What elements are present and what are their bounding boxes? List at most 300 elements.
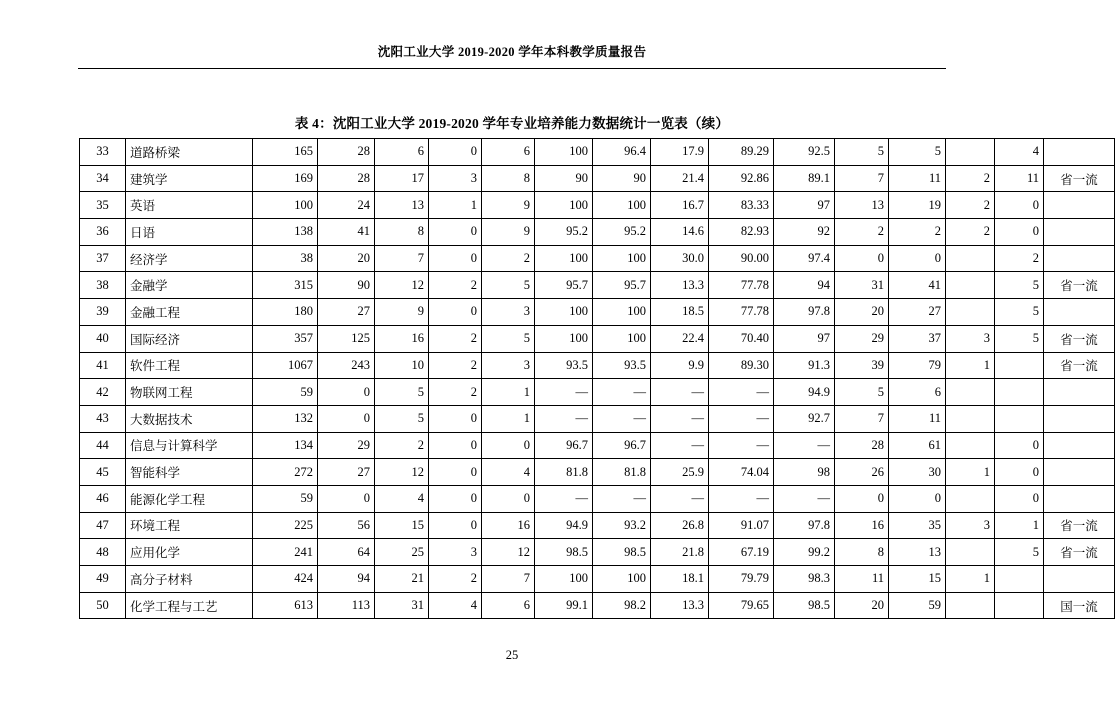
table-row bbox=[80, 432, 1115, 459]
metric-cell: 5 bbox=[995, 272, 1044, 299]
metric-cell: 94 bbox=[318, 566, 375, 593]
metric-cell: — bbox=[651, 379, 709, 406]
major-name: 化学工程与工艺 bbox=[126, 592, 253, 619]
metric-cell: 21 bbox=[375, 566, 429, 593]
metric-cell: 315 bbox=[253, 272, 318, 299]
remark-cell bbox=[1044, 299, 1115, 326]
remark-cell bbox=[1044, 379, 1115, 406]
header-divider bbox=[78, 68, 946, 69]
metric-cell: 3 bbox=[429, 539, 482, 566]
metric-cell: 0 bbox=[318, 485, 375, 512]
table-row bbox=[80, 512, 1115, 539]
metric-cell: 19 bbox=[889, 192, 946, 219]
row-index: 34 bbox=[80, 165, 126, 192]
row-index: 41 bbox=[80, 352, 126, 379]
metric-cell: 92 bbox=[774, 219, 835, 246]
major-capability-table bbox=[79, 138, 1115, 619]
metric-cell: 100 bbox=[593, 245, 651, 272]
table-row bbox=[80, 219, 1115, 246]
major-name: 建筑学 bbox=[126, 165, 253, 192]
metric-cell: 98 bbox=[774, 459, 835, 486]
metric-cell: 0 bbox=[429, 459, 482, 486]
metric-cell: — bbox=[709, 432, 774, 459]
major-name: 经济学 bbox=[126, 245, 253, 272]
table-row bbox=[80, 379, 1115, 406]
metric-cell: 12 bbox=[375, 272, 429, 299]
metric-cell: — bbox=[651, 432, 709, 459]
metric-cell: 29 bbox=[835, 325, 889, 352]
table-row bbox=[80, 139, 1115, 166]
metric-cell: 0 bbox=[429, 245, 482, 272]
metric-cell: 100 bbox=[253, 192, 318, 219]
table-row bbox=[80, 485, 1115, 512]
major-name: 环境工程 bbox=[126, 512, 253, 539]
metric-cell: 3 bbox=[946, 512, 995, 539]
table-row bbox=[80, 352, 1115, 379]
table-row bbox=[80, 405, 1115, 432]
metric-cell: 7 bbox=[482, 566, 535, 593]
remark-cell bbox=[1044, 566, 1115, 593]
metric-cell bbox=[995, 592, 1044, 619]
metric-cell: 21.8 bbox=[651, 539, 709, 566]
metric-cell: 95.2 bbox=[593, 219, 651, 246]
metric-cell: 5 bbox=[375, 405, 429, 432]
metric-cell: 92.5 bbox=[774, 139, 835, 166]
table-row bbox=[80, 165, 1115, 192]
metric-cell: 18.5 bbox=[651, 299, 709, 326]
metric-cell: 59 bbox=[253, 379, 318, 406]
metric-cell: 3 bbox=[946, 325, 995, 352]
metric-cell: 82.93 bbox=[709, 219, 774, 246]
remark-cell bbox=[1044, 432, 1115, 459]
metric-cell: 94.9 bbox=[774, 379, 835, 406]
metric-cell: 41 bbox=[318, 219, 375, 246]
metric-cell: 21.4 bbox=[651, 165, 709, 192]
remark-cell: 国一流 bbox=[1044, 592, 1115, 619]
metric-cell: 83.33 bbox=[709, 192, 774, 219]
metric-cell: 5 bbox=[482, 325, 535, 352]
metric-cell: 1 bbox=[482, 379, 535, 406]
row-index: 37 bbox=[80, 245, 126, 272]
metric-cell: 4 bbox=[482, 459, 535, 486]
metric-cell: — bbox=[709, 379, 774, 406]
metric-cell: 25 bbox=[375, 539, 429, 566]
metric-cell: 93.5 bbox=[593, 352, 651, 379]
major-name: 高分子材料 bbox=[126, 566, 253, 593]
metric-cell: 28 bbox=[318, 139, 375, 166]
table-row bbox=[80, 192, 1115, 219]
metric-cell: 0 bbox=[995, 192, 1044, 219]
metric-cell bbox=[995, 379, 1044, 406]
metric-cell: 30.0 bbox=[651, 245, 709, 272]
metric-cell: 41 bbox=[889, 272, 946, 299]
metric-cell: 17.9 bbox=[651, 139, 709, 166]
metric-cell: 1 bbox=[946, 352, 995, 379]
metric-cell: 4 bbox=[375, 485, 429, 512]
metric-cell: 2 bbox=[429, 566, 482, 593]
metric-cell: 26 bbox=[835, 459, 889, 486]
metric-cell: 29 bbox=[318, 432, 375, 459]
metric-cell: 11 bbox=[995, 165, 1044, 192]
metric-cell: 2 bbox=[946, 192, 995, 219]
metric-cell: 27 bbox=[318, 299, 375, 326]
metric-cell bbox=[946, 405, 995, 432]
metric-cell: 96.4 bbox=[593, 139, 651, 166]
metric-cell: 2 bbox=[429, 272, 482, 299]
metric-cell: 97 bbox=[774, 325, 835, 352]
metric-cell: 11 bbox=[889, 405, 946, 432]
table-row bbox=[80, 459, 1115, 486]
metric-cell: 0 bbox=[482, 432, 535, 459]
metric-cell: 272 bbox=[253, 459, 318, 486]
remark-cell bbox=[1044, 459, 1115, 486]
metric-cell: 5 bbox=[995, 299, 1044, 326]
metric-cell: 6 bbox=[889, 379, 946, 406]
metric-cell: 97.4 bbox=[774, 245, 835, 272]
metric-cell: 97.8 bbox=[774, 299, 835, 326]
metric-cell: 24 bbox=[318, 192, 375, 219]
metric-cell: 113 bbox=[318, 592, 375, 619]
metric-cell: 30 bbox=[889, 459, 946, 486]
metric-cell: 1 bbox=[995, 512, 1044, 539]
metric-cell: 79 bbox=[889, 352, 946, 379]
metric-cell bbox=[946, 432, 995, 459]
metric-cell: 98.5 bbox=[774, 592, 835, 619]
metric-cell bbox=[946, 272, 995, 299]
metric-cell: 9 bbox=[482, 192, 535, 219]
metric-cell: 96.7 bbox=[535, 432, 593, 459]
metric-cell: 3 bbox=[482, 299, 535, 326]
major-name: 英语 bbox=[126, 192, 253, 219]
metric-cell bbox=[995, 352, 1044, 379]
row-index: 49 bbox=[80, 566, 126, 593]
metric-cell: 100 bbox=[535, 566, 593, 593]
metric-cell bbox=[995, 405, 1044, 432]
remark-cell bbox=[1044, 485, 1115, 512]
row-index: 39 bbox=[80, 299, 126, 326]
metric-cell bbox=[946, 592, 995, 619]
metric-cell: 3 bbox=[429, 165, 482, 192]
major-name: 金融工程 bbox=[126, 299, 253, 326]
metric-cell: 0 bbox=[429, 432, 482, 459]
metric-cell: 20 bbox=[835, 592, 889, 619]
remark-cell: 省一流 bbox=[1044, 272, 1115, 299]
metric-cell: 26.8 bbox=[651, 512, 709, 539]
metric-cell: 27 bbox=[318, 459, 375, 486]
metric-cell: 74.04 bbox=[709, 459, 774, 486]
major-name: 智能科学 bbox=[126, 459, 253, 486]
metric-cell: — bbox=[651, 405, 709, 432]
table-row bbox=[80, 272, 1115, 299]
metric-cell: 91.3 bbox=[774, 352, 835, 379]
metric-cell: 98.2 bbox=[593, 592, 651, 619]
metric-cell: 0 bbox=[318, 405, 375, 432]
row-index: 43 bbox=[80, 405, 126, 432]
metric-cell: 98.5 bbox=[593, 539, 651, 566]
row-index: 47 bbox=[80, 512, 126, 539]
metric-cell: 5 bbox=[482, 272, 535, 299]
metric-cell: 165 bbox=[253, 139, 318, 166]
metric-cell: 0 bbox=[429, 219, 482, 246]
metric-cell: 67.19 bbox=[709, 539, 774, 566]
metric-cell: 1 bbox=[429, 192, 482, 219]
metric-cell: 9 bbox=[482, 219, 535, 246]
metric-cell: — bbox=[593, 379, 651, 406]
metric-cell: 20 bbox=[318, 245, 375, 272]
metric-cell: 22.4 bbox=[651, 325, 709, 352]
row-index: 38 bbox=[80, 272, 126, 299]
metric-cell: 100 bbox=[535, 139, 593, 166]
metric-cell: — bbox=[535, 485, 593, 512]
table-row bbox=[80, 592, 1115, 619]
metric-cell: 95.2 bbox=[535, 219, 593, 246]
major-name: 软件工程 bbox=[126, 352, 253, 379]
metric-cell: 0 bbox=[995, 432, 1044, 459]
metric-cell: 13 bbox=[835, 192, 889, 219]
metric-cell: 0 bbox=[429, 485, 482, 512]
metric-cell: 16.7 bbox=[651, 192, 709, 219]
table-body bbox=[80, 139, 1115, 619]
metric-cell: 2 bbox=[429, 352, 482, 379]
metric-cell: 1067 bbox=[253, 352, 318, 379]
metric-cell: 64 bbox=[318, 539, 375, 566]
major-name: 物联网工程 bbox=[126, 379, 253, 406]
metric-cell: 90 bbox=[593, 165, 651, 192]
metric-cell: 81.8 bbox=[593, 459, 651, 486]
metric-cell: 5 bbox=[889, 139, 946, 166]
metric-cell: 99.2 bbox=[774, 539, 835, 566]
metric-cell: 100 bbox=[535, 325, 593, 352]
metric-cell: 15 bbox=[375, 512, 429, 539]
row-index: 42 bbox=[80, 379, 126, 406]
metric-cell: 8 bbox=[375, 219, 429, 246]
metric-cell bbox=[946, 485, 995, 512]
metric-cell: 0 bbox=[429, 512, 482, 539]
metric-cell: 97.8 bbox=[774, 512, 835, 539]
metric-cell: 0 bbox=[889, 485, 946, 512]
metric-cell: 89.1 bbox=[774, 165, 835, 192]
metric-cell: 2 bbox=[482, 245, 535, 272]
metric-cell: 12 bbox=[375, 459, 429, 486]
metric-cell: 99.1 bbox=[535, 592, 593, 619]
remark-cell bbox=[1044, 405, 1115, 432]
metric-cell: 12 bbox=[482, 539, 535, 566]
remark-cell: 省一流 bbox=[1044, 352, 1115, 379]
table-row bbox=[80, 539, 1115, 566]
metric-cell: 79.79 bbox=[709, 566, 774, 593]
metric-cell: 6 bbox=[375, 139, 429, 166]
metric-cell: 100 bbox=[593, 192, 651, 219]
remark-cell: 省一流 bbox=[1044, 325, 1115, 352]
page-header bbox=[0, 42, 1024, 61]
row-index: 48 bbox=[80, 539, 126, 566]
metric-cell: 96.7 bbox=[593, 432, 651, 459]
metric-cell: 59 bbox=[253, 485, 318, 512]
metric-cell: — bbox=[535, 379, 593, 406]
metric-cell: 2 bbox=[835, 219, 889, 246]
metric-cell: 7 bbox=[835, 405, 889, 432]
metric-cell bbox=[946, 379, 995, 406]
major-name: 道路桥梁 bbox=[126, 139, 253, 166]
metric-cell: 94 bbox=[774, 272, 835, 299]
metric-cell: 56 bbox=[318, 512, 375, 539]
metric-cell: 37 bbox=[889, 325, 946, 352]
major-name: 日语 bbox=[126, 219, 253, 246]
page-number: 25 bbox=[505, 648, 519, 662]
metric-cell: — bbox=[593, 485, 651, 512]
metric-cell: 4 bbox=[429, 592, 482, 619]
metric-cell: 94.9 bbox=[535, 512, 593, 539]
metric-cell: 70.40 bbox=[709, 325, 774, 352]
metric-cell: 38 bbox=[253, 245, 318, 272]
metric-cell: 92.86 bbox=[709, 165, 774, 192]
metric-cell: 93.2 bbox=[593, 512, 651, 539]
remark-cell bbox=[1044, 139, 1115, 166]
metric-cell: 5 bbox=[375, 379, 429, 406]
metric-cell: 90 bbox=[318, 272, 375, 299]
metric-cell: 18.1 bbox=[651, 566, 709, 593]
metric-cell: 2 bbox=[946, 165, 995, 192]
metric-cell: 100 bbox=[593, 566, 651, 593]
running-title: 沈阳工业大学 2019-2020 学年本科教学质量报告 bbox=[377, 45, 647, 59]
metric-cell: 15 bbox=[889, 566, 946, 593]
metric-cell: 2 bbox=[889, 219, 946, 246]
metric-cell: 90 bbox=[535, 165, 593, 192]
metric-cell: 4 bbox=[995, 139, 1044, 166]
metric-cell: 125 bbox=[318, 325, 375, 352]
metric-cell: 7 bbox=[375, 245, 429, 272]
remark-cell: 省一流 bbox=[1044, 512, 1115, 539]
metric-cell: 35 bbox=[889, 512, 946, 539]
metric-cell: 95.7 bbox=[535, 272, 593, 299]
metric-cell: 89.30 bbox=[709, 352, 774, 379]
metric-cell: 13 bbox=[375, 192, 429, 219]
metric-cell: 169 bbox=[253, 165, 318, 192]
metric-cell: — bbox=[651, 485, 709, 512]
metric-cell: 81.8 bbox=[535, 459, 593, 486]
metric-cell: 90.00 bbox=[709, 245, 774, 272]
table-caption: 表 4：沈阳工业大学 2019-2020 学年专业培养能力数据统计一览表（续） bbox=[294, 116, 730, 131]
remark-cell bbox=[1044, 192, 1115, 219]
metric-cell: 5 bbox=[995, 539, 1044, 566]
row-index: 45 bbox=[80, 459, 126, 486]
major-name: 信息与计算科学 bbox=[126, 432, 253, 459]
remark-cell bbox=[1044, 245, 1115, 272]
table-row bbox=[80, 566, 1115, 593]
metric-cell: 0 bbox=[318, 379, 375, 406]
metric-cell: 13 bbox=[889, 539, 946, 566]
metric-cell: 39 bbox=[835, 352, 889, 379]
remark-cell bbox=[1044, 219, 1115, 246]
metric-cell: 100 bbox=[535, 245, 593, 272]
metric-cell: 95.7 bbox=[593, 272, 651, 299]
table-row bbox=[80, 325, 1115, 352]
metric-cell: 91.07 bbox=[709, 512, 774, 539]
metric-cell: 6 bbox=[482, 139, 535, 166]
remark-cell: 省一流 bbox=[1044, 539, 1115, 566]
metric-cell bbox=[946, 539, 995, 566]
major-name: 大数据技术 bbox=[126, 405, 253, 432]
metric-cell: 2 bbox=[946, 219, 995, 246]
metric-cell: 16 bbox=[482, 512, 535, 539]
metric-cell: 1 bbox=[946, 566, 995, 593]
metric-cell: 0 bbox=[995, 219, 1044, 246]
metric-cell: 9 bbox=[375, 299, 429, 326]
metric-cell bbox=[946, 139, 995, 166]
metric-cell: 0 bbox=[429, 299, 482, 326]
metric-cell: 138 bbox=[253, 219, 318, 246]
metric-cell: 28 bbox=[318, 165, 375, 192]
metric-cell: 16 bbox=[375, 325, 429, 352]
metric-cell: 100 bbox=[593, 299, 651, 326]
metric-cell: 357 bbox=[253, 325, 318, 352]
table-container bbox=[79, 138, 1098, 619]
metric-cell bbox=[946, 245, 995, 272]
metric-cell: — bbox=[774, 432, 835, 459]
metric-cell: 61 bbox=[889, 432, 946, 459]
metric-cell: 2 bbox=[429, 325, 482, 352]
metric-cell: 10 bbox=[375, 352, 429, 379]
metric-cell: 14.6 bbox=[651, 219, 709, 246]
metric-cell: — bbox=[593, 405, 651, 432]
metric-cell: 0 bbox=[482, 485, 535, 512]
metric-cell: 77.78 bbox=[709, 299, 774, 326]
metric-cell: 79.65 bbox=[709, 592, 774, 619]
row-index: 36 bbox=[80, 219, 126, 246]
metric-cell: 25.9 bbox=[651, 459, 709, 486]
metric-cell: 89.29 bbox=[709, 139, 774, 166]
metric-cell: 100 bbox=[535, 299, 593, 326]
metric-cell bbox=[995, 566, 1044, 593]
metric-cell: 17 bbox=[375, 165, 429, 192]
row-index: 50 bbox=[80, 592, 126, 619]
metric-cell: — bbox=[774, 485, 835, 512]
metric-cell: 424 bbox=[253, 566, 318, 593]
metric-cell: 97 bbox=[774, 192, 835, 219]
metric-cell: 9.9 bbox=[651, 352, 709, 379]
row-index: 35 bbox=[80, 192, 126, 219]
metric-cell: 2 bbox=[429, 379, 482, 406]
metric-cell: 93.5 bbox=[535, 352, 593, 379]
metric-cell: 28 bbox=[835, 432, 889, 459]
row-index: 40 bbox=[80, 325, 126, 352]
metric-cell: 8 bbox=[482, 165, 535, 192]
metric-cell: 13.3 bbox=[651, 272, 709, 299]
metric-cell: 134 bbox=[253, 432, 318, 459]
metric-cell: 11 bbox=[835, 566, 889, 593]
major-name: 金融学 bbox=[126, 272, 253, 299]
metric-cell: 6 bbox=[482, 592, 535, 619]
metric-cell: 31 bbox=[375, 592, 429, 619]
metric-cell bbox=[946, 299, 995, 326]
metric-cell: 5 bbox=[995, 325, 1044, 352]
row-index: 33 bbox=[80, 139, 126, 166]
metric-cell: — bbox=[709, 405, 774, 432]
metric-cell: — bbox=[535, 405, 593, 432]
metric-cell: 243 bbox=[318, 352, 375, 379]
metric-cell: 100 bbox=[535, 192, 593, 219]
metric-cell: 0 bbox=[995, 485, 1044, 512]
metric-cell: 98.3 bbox=[774, 566, 835, 593]
metric-cell: 7 bbox=[835, 165, 889, 192]
metric-cell: 0 bbox=[835, 245, 889, 272]
metric-cell: 16 bbox=[835, 512, 889, 539]
metric-cell: 0 bbox=[835, 485, 889, 512]
row-index: 46 bbox=[80, 485, 126, 512]
metric-cell: 225 bbox=[253, 512, 318, 539]
metric-cell: 2 bbox=[375, 432, 429, 459]
metric-cell: 0 bbox=[995, 459, 1044, 486]
